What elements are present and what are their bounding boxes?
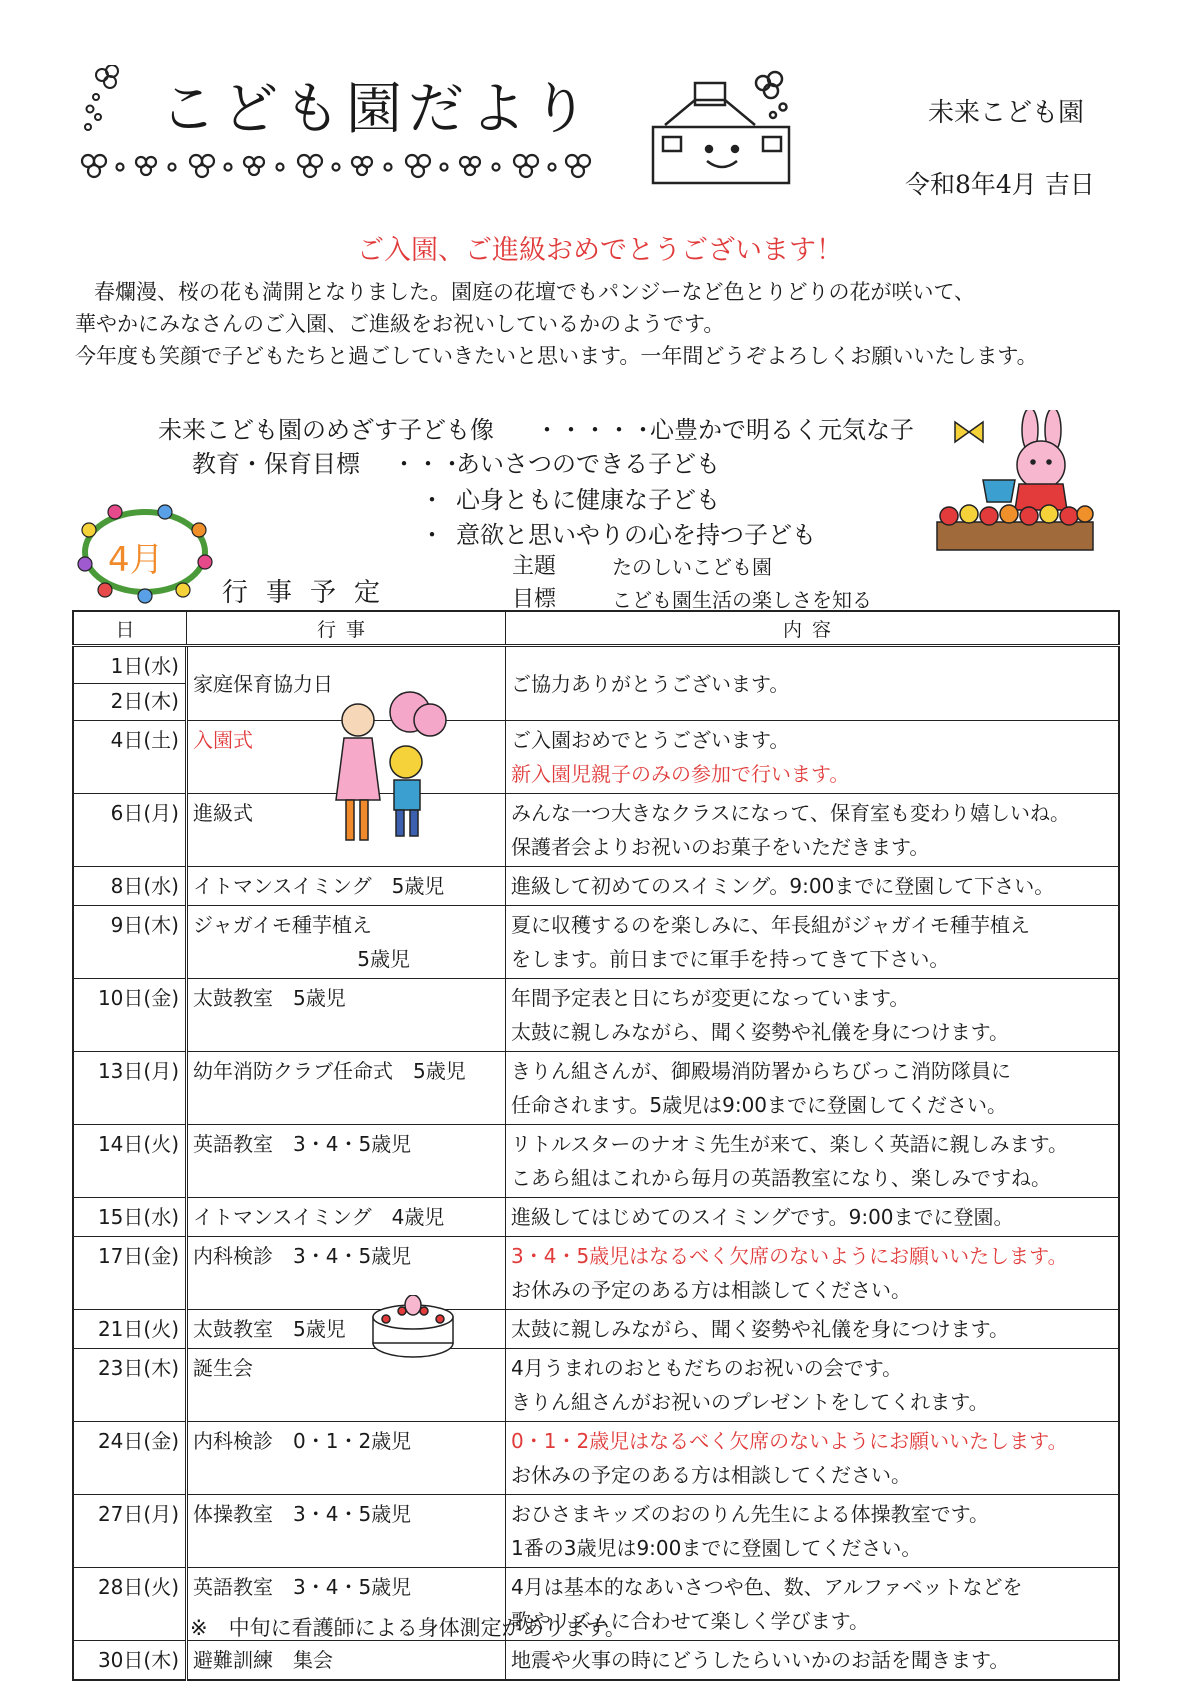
theme-text: たのしいこども園 [612,555,772,579]
header-date: 日 [73,611,187,646]
row-content-line: お休みの予定のある方は相談してください。 [511,1463,911,1487]
vision-dots: ・・・・・ [535,416,655,444]
row-content-line: きりん組さんがお祝いのプレゼントをしてくれます。 [511,1390,989,1414]
row-event [187,1495,506,1568]
row-date-text: 28日(火) [97,1575,179,1599]
row-content-line: 太鼓に親しみながら、聞く姿勢や礼儀を身につけます。 [511,1317,1009,1341]
row-event-text: 避難訓練 集会 [193,1648,333,1672]
row-date-text: 23日(木) [97,1356,179,1380]
row-date [73,1125,187,1198]
table-row [73,867,1119,906]
row-date [73,1568,187,1641]
row-event [187,867,506,906]
row-event [187,1125,506,1198]
row-event-text: イトマンスイミング 4歳児 [193,1205,445,1229]
bunny-watering-flowers-icon [935,410,1095,555]
table-row [73,721,1119,794]
table-row [73,1052,1119,1125]
edu-goal-bullet-3: ・ [420,521,444,549]
greeting-headline: ご入園、ご進級おめでとうございます！ [357,235,843,266]
table-row [73,906,1119,979]
row-content [506,794,1120,867]
row-content-line: 夏に収穫するのを楽しみに、年長組がジャガイモ種芋植え [511,913,1030,937]
table-row [73,1237,1119,1310]
row-content-line: 3・4・5歳児はなるべく欠席のないようにお願いいたします。 [511,1244,1068,1268]
greeting-line-2: 華やかにみなさんのご入園、ご進級をお祝いしているかのようです。 [75,312,725,336]
row-event [187,906,506,979]
row-date [73,906,187,979]
row-date-text: 17日(金) [97,1244,179,1268]
table-row [73,1422,1119,1495]
row-content-line: 歌やリズムに合わせて楽しく学びます。 [511,1609,869,1633]
row-event-text: 幼年消防クラブ任命式 5歳児 [193,1059,466,1083]
footnote: ※ 中旬に看護師による身体測定があります。 [190,1616,626,1640]
table-row [73,1198,1119,1237]
row-date [73,867,187,906]
header-content: 内容 [506,611,1120,646]
edu-goal-dots: ・・・ [392,450,464,478]
target-text: こども園生活の楽しさを知る [612,588,872,612]
edu-goal-bullet-2: ・ [420,486,444,514]
month-badge-label: 4月 [108,540,164,580]
row-content-line: 4月うまれのおともだちのお祝いの会です。 [511,1356,903,1380]
theme-label: 主題 [512,554,557,579]
masthead [80,55,800,190]
row-content [506,1237,1120,1310]
table-row [73,646,1119,721]
header-event: 行事 [187,611,506,646]
schedule-body [73,646,1119,1681]
row-date-text: 4日(土) [110,728,179,752]
flower-deco-icon [80,65,140,135]
smiling-house-icon [645,65,800,190]
row-date [73,1495,187,1568]
row-content-line: ご入園おめでとうございます。 [511,728,790,752]
row-content [506,867,1120,906]
row-content [506,979,1120,1052]
row-event-text: ジャガイモ種芋植え [193,913,372,937]
row-content [506,1349,1120,1422]
newsletter-title: こども園だより [160,77,594,142]
row-content [506,1495,1120,1568]
row-date [73,979,187,1052]
table-row [73,794,1119,867]
row-event [187,979,506,1052]
row-date [73,1237,187,1310]
row-date [73,1198,187,1237]
teacher-greeting-child-icon [320,690,460,850]
row-content [506,1310,1120,1349]
row-event-text-2: 5歳児 [357,947,410,971]
row-content-line: 新入園児親子のみの参加で行います。 [511,762,850,786]
row-event [187,1198,506,1237]
row-content-line: 4月は基本的なあいさつや色、数、アルファベットなどを [511,1575,1023,1599]
row-date [73,1052,187,1125]
row-content-line: 地震や火事の時にどうしたらいいかのお話を聞きます。 [511,1648,1010,1672]
vision-label: 未来こども園のめざす子ども像 [158,416,494,444]
row-content [506,646,1120,721]
row-date-text: 30日(木) [97,1648,179,1672]
row-event-text: 英語教室 3・4・5歳児 [193,1575,412,1599]
row-date [73,1349,187,1422]
row-event-text: 入園式 [193,728,253,752]
row-content-line: きりん組さんが、御殿場消防署からちびっこ消防隊員に [511,1059,1011,1083]
row-event-text: 太鼓教室 5歳児 [193,986,346,1010]
row-date-text: 8日(水) [110,874,179,898]
row-content [506,1641,1120,1681]
row-content [506,1422,1120,1495]
row-content-line: お休みの予定のある方は相談してください。 [511,1278,911,1302]
row-date-text-2: 2日(木) [74,683,185,718]
table-row [73,1349,1119,1422]
row-date-text: 15日(水) [97,1205,179,1229]
row-date-text: 24日(金) [97,1429,179,1453]
row-date-text: 14日(火) [97,1132,179,1156]
row-content [506,906,1120,979]
birthday-cake-icon [368,1295,458,1360]
row-event-text: 誕生会 [193,1356,253,1380]
row-date [73,646,187,721]
row-content [506,1198,1120,1237]
greeting-line-3: 今年度も笑顔で子どもたちと過ごしていきたいと思います。一年間どうぞよろしくお願いいたします。 [75,344,1038,368]
row-content-line: をします。前日までに軍手を持ってきて下さい。 [511,947,950,971]
row-date-text: 10日(金) [97,986,179,1010]
row-event-text: 内科検診 3・4・5歳児 [193,1244,412,1268]
row-date [73,721,187,794]
row-event-text: 家庭保育協力日 [193,671,333,696]
row-event-text: 太鼓教室 5歳児 [193,1317,346,1341]
row-date [73,1641,187,1681]
row-date-text: 27日(月) [97,1502,179,1526]
row-date [73,1310,187,1349]
table-header-row [73,611,1119,646]
row-content-line: 太鼓に親しみながら、聞く姿勢や礼儀を身につけます。 [511,1020,1009,1044]
row-content-line: 進級して初めてのスイミング。9:00までに登園して下さい。 [511,874,1055,898]
row-event-text: 進級式 [193,801,253,825]
table-row [73,1495,1119,1568]
row-event-text: 英語教室 3・4・5歳児 [193,1132,412,1156]
schedule-label: 行事予定 [222,578,399,608]
row-content-line: 年間予定表と日にちが変更になっています。 [511,986,910,1010]
row-content [506,1052,1120,1125]
row-event-text: 体操教室 3・4・5歳児 [193,1502,412,1526]
row-content-line: 任命されます。5歳児は9:00までに登園してください。 [511,1093,1008,1117]
target-label: 目標 [512,587,557,612]
row-event-text: 内科検診 0・1・2歳児 [193,1429,412,1453]
edu-goal-label: 教育・保育目標 [192,450,360,478]
row-date-text: 9日(木) [110,913,179,937]
row-content [506,1125,1120,1198]
table-row [73,1310,1119,1349]
row-content [506,721,1120,794]
row-content-line: 1番の3歳児は9:00までに登園してください。 [511,1536,922,1560]
row-content-line: ご協力ありがとうございます。 [511,671,790,696]
row-content-line: こあら組はこれから毎月の英語教室になり、楽しみですね。 [511,1166,1051,1190]
row-content-line: みんな一つ大きなクラスになって、保育室も変わり嬉しいね。 [511,801,1070,825]
vision-text: 心豊かで明るく元気な子 [650,416,914,444]
row-event [187,1422,506,1495]
row-content-line: 進級してはじめてのスイミングです。9:00までに登園。 [511,1205,1014,1229]
issue-date: 令和8年4月 吉日 [905,170,1095,199]
school-name: 未来こども園 [928,98,1085,128]
event-schedule-table [72,610,1120,1681]
row-content-line: おひさまキッズのおのりん先生による体操教室です。 [511,1502,989,1526]
row-date-text: 1日(水) [110,654,179,678]
table-row [73,1125,1119,1198]
row-content-line: 0・1・2歳児はなるべく欠席のないようにお願いいたします。 [511,1429,1068,1453]
row-date [73,1422,187,1495]
row-event-text: イトマンスイミング 5歳児 [193,874,445,898]
flower-border-icon [80,145,640,185]
row-date [73,794,187,867]
table-row [73,1641,1119,1681]
row-content-line: 保護者会よりお祝いのお菓子をいただきます。 [511,835,930,859]
edu-goal-item-3: 意欲と思いやりの心を持つ子ども [456,521,816,549]
row-event [187,1052,506,1125]
row-date-text: 21日(火) [97,1317,179,1341]
row-date-text: 13日(月) [97,1059,179,1083]
row-content-line: リトルスターのナオミ先生が来て、楽しく英語に親しみます。 [511,1132,1068,1156]
row-date-text: 6日(月) [110,801,179,825]
row-event [187,1641,506,1681]
edu-goal-item-1: あいさつのできる子ども [456,450,720,478]
table-row [73,979,1119,1052]
edu-goal-item-2: 心身ともに健康な子ども [456,486,720,514]
greeting-line-1: 春爛漫、桜の花も満開となりました。園庭の花壇でもパンジーなど色とりどりの花が咲いて、 [94,280,976,304]
